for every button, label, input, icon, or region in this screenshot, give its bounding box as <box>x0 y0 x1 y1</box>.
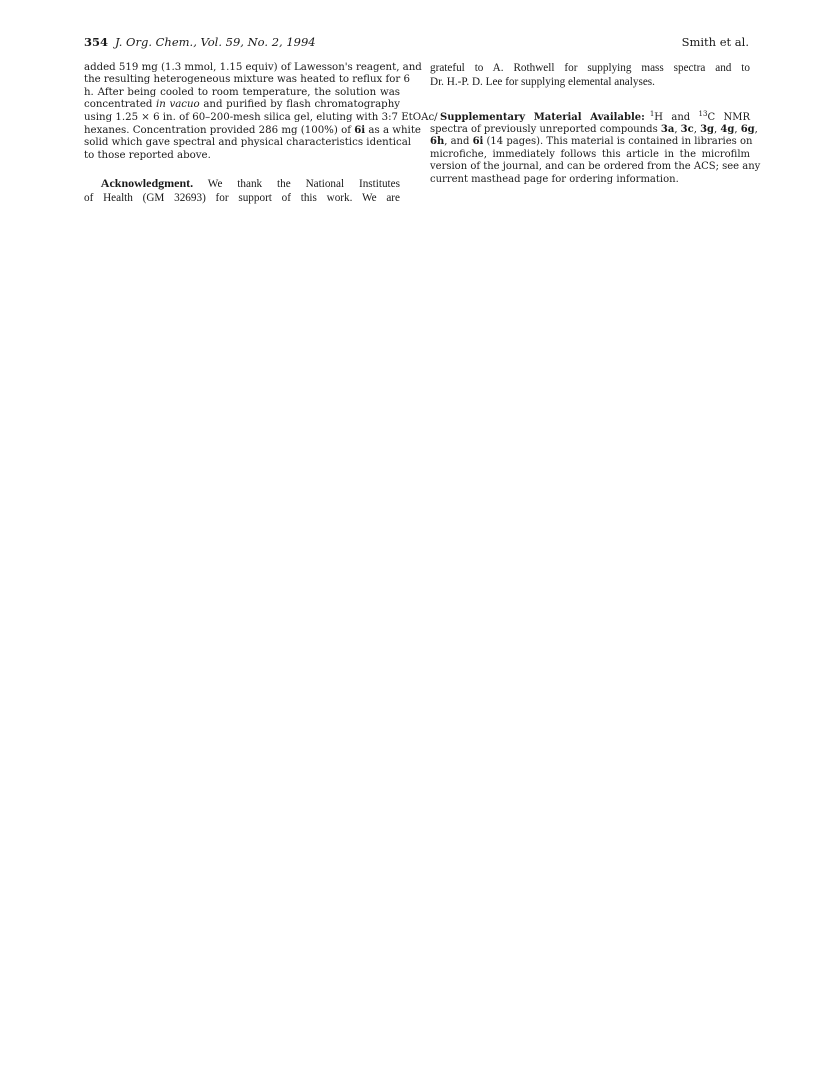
acknowledgment-paragraph <box>84 177 400 206</box>
compound-ref: 3a <box>660 124 675 135</box>
supplementary-material <box>430 109 761 186</box>
running-author: Smith et al. <box>681 35 749 49</box>
compound-ref: 6h <box>430 136 445 148</box>
text-line: added 519 mg (1.3 mmol, 1.15 equiv) of Lawesson's reagent, and <box>84 62 422 73</box>
page-number: 354 <box>84 35 109 49</box>
text-line: version of the journal, and can be ordered from the ACS; see any <box>430 161 761 173</box>
experimental-paragraph <box>84 62 438 162</box>
text-line: using 1.25 × 6 in. of 60–200-mesh silica gel, eluting with 3:7 EtOAc/ <box>84 111 438 123</box>
right-column <box>430 62 761 186</box>
text-line: hexanes. Concentration provided 286 mg (100%) of 6i as a white <box>84 124 421 137</box>
text-line: grateful to A. Rothwell for supplying mass spectra and to <box>430 62 750 74</box>
text-line: 6h, and 6i (14 pages). This material is contained in libraries on <box>430 136 753 148</box>
acknowledgment-heading: Acknowledgment. <box>100 176 194 191</box>
journal-citation: J. Org. Chem., Vol. 59, No. 2, 1994 <box>115 35 316 49</box>
compound-ref: 6i <box>354 124 366 137</box>
compound-ref: 3c <box>680 124 694 135</box>
running-header <box>84 35 749 51</box>
text-line: of Health (GM 32693) for support of this work. We are <box>84 192 400 205</box>
text-line: the resulting heterogeneous mixture was heated to reflux for 6 <box>84 74 411 86</box>
text-line: solid which gave spectral and physical characteristics identical <box>84 137 412 149</box>
text-line: current masthead page for ordering information. <box>430 173 679 185</box>
compound-ref: 3g <box>700 124 715 135</box>
text-line: h. After being cooled to room temperature, the solution was <box>84 86 400 98</box>
text-line: spectra of previously unreported compounds 3a, 3c, 3g, 4g, 6g, <box>430 124 758 135</box>
text-line: Acknowledgment. We thank the National Institutes <box>100 176 400 191</box>
compound-ref: 4g <box>720 124 735 135</box>
compound-ref: 6g <box>740 124 755 135</box>
compound-ref: 6i <box>472 136 484 148</box>
text-line: Supplementary Material Available: $^1$H and $^{13}$C NMR <box>440 109 751 123</box>
supplementary-heading: Supplementary Material Available: <box>440 111 645 123</box>
text-line: concentrated in vacuo and purified by flash chromatography <box>84 99 401 111</box>
text-line: microfiche, immediately follows this article in the microfilm <box>430 148 750 160</box>
left-column <box>84 62 438 206</box>
italic-term: in vacuo <box>156 99 200 111</box>
text-line: to those reported above. <box>84 149 211 161</box>
text-line: Dr. H.-P. D. Lee for supplying elemental analyses. <box>430 75 655 88</box>
acknowledgment-continuation <box>430 62 750 90</box>
